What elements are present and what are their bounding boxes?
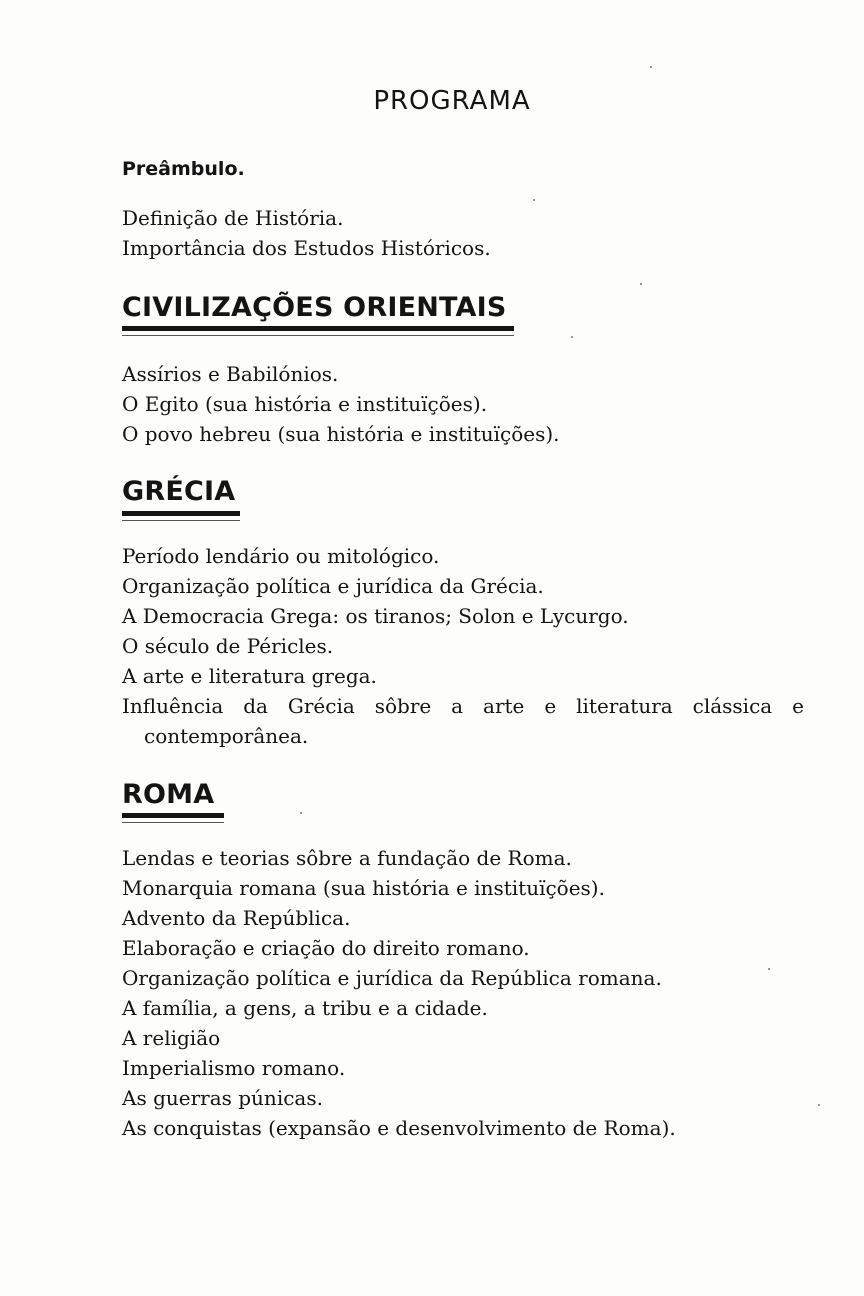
- heading-underline-thin: [122, 335, 514, 336]
- page-title: PROGRAMA: [373, 86, 531, 116]
- section-list-roma: [122, 843, 822, 1143]
- paper-speck: [571, 336, 573, 338]
- paper-speck: [650, 66, 652, 68]
- list-item: Período lendário ou mitológico.: [122, 544, 440, 568]
- list-item: Elaboração e criação do direito romano.: [122, 936, 530, 960]
- paper-speck: [768, 968, 770, 970]
- list-item: Monarquia romana (sua história e instituïções).: [122, 876, 605, 900]
- list-item: Advento da República.: [122, 906, 351, 930]
- paper-speck: [640, 283, 642, 285]
- section-heading-civilizacoes-orientais: CIVILIZAÇÕES ORIENTAIS: [122, 292, 507, 323]
- section-heading-grecia: GRÉCIA: [122, 476, 236, 507]
- heading-underline: [122, 511, 240, 516]
- section-list-civilizacoes-orientais: [122, 359, 822, 449]
- list-item: Organização política e jurídica da Grécia.: [122, 574, 544, 598]
- list-item: As guerras púnicas.: [122, 1086, 323, 1110]
- list-item: A Democracia Grega: os tiranos; Solon e Lycurgo.: [122, 604, 629, 628]
- list-item: Assírios e Babilónios.: [122, 362, 339, 386]
- list-item: Imperialismo romano.: [122, 1056, 346, 1080]
- list-item: O século de Péricles.: [122, 634, 334, 658]
- heading-underline-thin: [122, 822, 224, 823]
- preamble-list: [122, 203, 822, 263]
- list-item: A religião: [122, 1026, 221, 1050]
- heading-underline: [122, 813, 224, 818]
- heading-underline-thin: [122, 520, 240, 521]
- preamble-heading: Preâmbulo.: [122, 158, 245, 180]
- list-item: Lendas e teorias sôbre a fundação de Roma.: [122, 846, 572, 870]
- list-item: Organização política e jurídica da República romana.: [122, 966, 662, 990]
- paper-speck: [818, 1104, 820, 1106]
- list-item: A arte e literatura grega.: [122, 664, 377, 688]
- list-item: O povo hebreu (sua história e instituïções).: [122, 422, 560, 446]
- list-item: Influência da Grécia sôbre a arte e literatura clássica e contemporânea.: [122, 694, 804, 748]
- list-item: Importância dos Estudos Históricos.: [122, 236, 491, 260]
- paper-speck: [533, 199, 535, 201]
- paper-speck: [300, 812, 302, 814]
- list-item: O Egito (sua história e instituïções).: [122, 392, 488, 416]
- list-item: Definição de História.: [122, 206, 344, 230]
- section-heading-roma: ROMA: [122, 779, 215, 810]
- list-item: A família, a gens, a tribu e a cidade.: [122, 996, 488, 1020]
- section-list-grecia: [122, 541, 822, 751]
- heading-underline: [122, 326, 514, 331]
- list-item: As conquistas (expansão e desenvolvimento de Roma).: [122, 1116, 676, 1140]
